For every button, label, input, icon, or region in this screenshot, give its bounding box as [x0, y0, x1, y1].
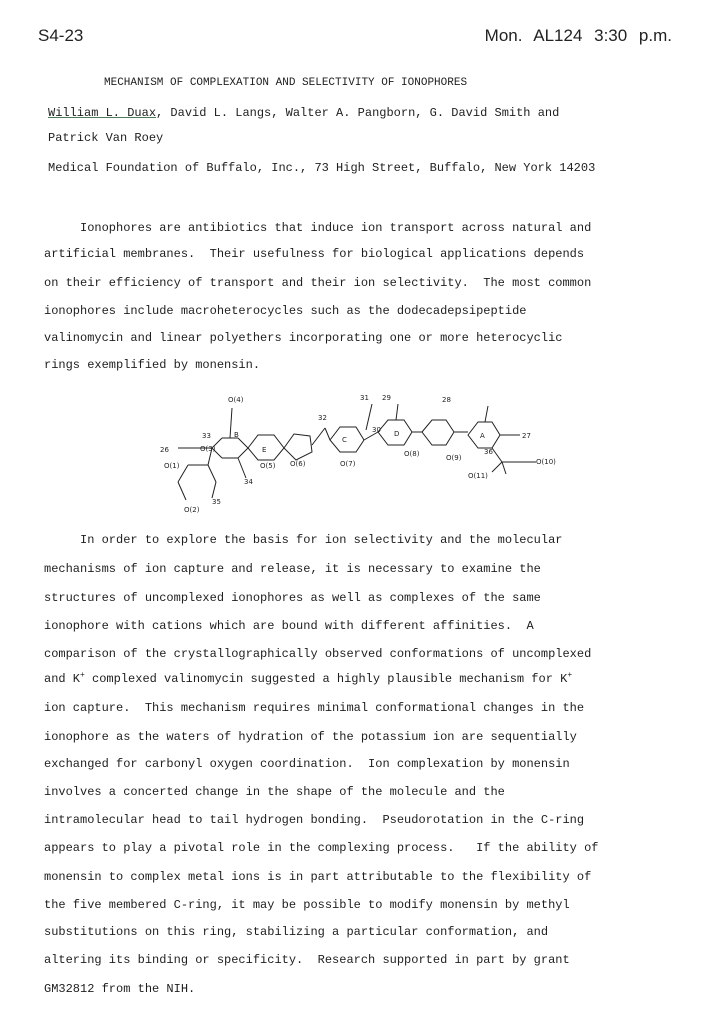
paragraph-line: structures of uncomplexed ionophores as well as complexes of the same [44, 591, 541, 605]
label-33: 33 [202, 432, 211, 440]
affiliation: Medical Foundation of Buffalo, Inc., 73 High Street, Buffalo, New York 14203 [48, 161, 596, 175]
ring-c [284, 434, 312, 460]
paragraph-line: valinomycin and linear polyethers incorporating one or more heterocyclic [44, 331, 563, 345]
author-line-1 [48, 106, 559, 120]
paragraph-line: ionophore as the waters of hydration of the potassium ion are sequentially [44, 730, 577, 744]
bond [492, 462, 502, 472]
paragraph-line: substitutions on this ring, stabilizing a particular conformation, and [44, 925, 549, 939]
label-32: 32 [318, 414, 327, 422]
bond [238, 438, 248, 448]
label-ring-d: D [394, 430, 400, 438]
paragraph-line: ionophores include macroheterocycles such as the dodecadepsipeptide [44, 304, 527, 318]
label-o10: O(10) [536, 458, 556, 466]
paragraph-line: monensin to complex metal ions is in part attributable to the flexibility of [44, 870, 592, 884]
paragraph-line: appears to play a pivotal role in the complexing process. If the ability of [44, 841, 599, 855]
label-ring-b: B [234, 431, 239, 439]
paragraph-line: Ionophores are antibiotics that induce ion transport across natural and [44, 221, 592, 235]
label-o3: O(3) [200, 445, 216, 453]
paragraph-line: rings exemplified by monensin. [44, 358, 261, 372]
paragraph-line-superscripts [44, 671, 572, 686]
label-ring-c: C [342, 436, 347, 444]
monensin-structure-diagram [150, 390, 560, 520]
paragraph-line: ionophore with cations which are bound with different affinities. A [44, 619, 534, 633]
label-o6: O(6) [290, 460, 306, 468]
label-o9: O(9) [446, 454, 462, 462]
bond [238, 448, 248, 458]
label-o5: O(5) [260, 462, 276, 470]
label-o8: O(8) [404, 450, 420, 458]
bond [212, 482, 216, 498]
label-29: 29 [382, 394, 391, 402]
line-part-b: complexed valinomycin suggested a highly plausible mechanism for K [84, 672, 568, 686]
label-ring-a: A [480, 432, 485, 440]
first-author: William L. Duax [48, 106, 157, 120]
co-authors: , David L. Langs, Walter A. Pangborn, G. David Smith and [156, 106, 560, 120]
superscript-a: + [80, 671, 85, 680]
label-35: 35 [212, 498, 221, 506]
author-line-2: Patrick Van Roey [48, 131, 164, 145]
label-31: 31 [360, 394, 369, 402]
label-27: 27 [522, 432, 531, 440]
label-o1: O(1) [164, 462, 180, 470]
paragraph-line: involves a concerted change in the shape of the molecule and the [44, 785, 505, 799]
label-ring-e: E [262, 446, 267, 454]
session-code: S4-23 [38, 26, 84, 45]
label-o2: O(2) [184, 506, 200, 514]
label-34: 34 [244, 478, 253, 486]
label-30: 30 [372, 426, 381, 434]
line-part-a: and K [44, 672, 81, 686]
paragraph-line: intramolecular head to tail hydrogen bonding. Pseudorotation in the C-ring [44, 813, 585, 827]
paragraph-line: artificial membranes. Their usefulness for biological applications depends [44, 247, 585, 261]
bond [396, 404, 398, 420]
bond [312, 428, 325, 445]
abstract-title: MECHANISM OF COMPLEXATION AND SELECTIVITY OF IONOPHORES [104, 77, 468, 89]
paragraph-line: exchanged for carbonyl oxygen coordination. Ion complexation by monensin [44, 757, 570, 771]
bond [208, 465, 216, 482]
label-36: 36 [484, 448, 493, 456]
ring-f [422, 420, 454, 445]
label-o11: O(11) [468, 472, 488, 480]
paragraph-line: In order to explore the basis for ion selectivity and the molecular [44, 533, 563, 547]
superscript-b: + [567, 671, 573, 680]
paragraph-line: altering its binding or specificity. Research supported in part by grant [44, 953, 570, 967]
bond [492, 448, 502, 462]
paragraph-line: mechanisms of ion capture and release, it is necessary to examine the [44, 562, 541, 576]
paragraph-line: comparison of the crystallographically observed conformations of uncomplexed [44, 647, 592, 661]
bond [230, 408, 232, 438]
bond [178, 465, 188, 482]
ring-d [330, 427, 364, 452]
bond [485, 406, 488, 422]
bond [325, 428, 330, 440]
label-o7: O(7) [340, 460, 356, 468]
label-o4: O(4) [228, 396, 244, 404]
session-time: Mon. AL124 3:30 p.m. [484, 26, 672, 45]
paragraph-line: on their efficiency of transport and their ion selectivity. The most common [44, 276, 592, 290]
paragraph-line: ion capture. This mechanism requires minimal conformational changes in the [44, 701, 585, 715]
bond [178, 482, 186, 500]
label-26: 26 [160, 446, 169, 454]
paragraph-line: GM32812 from the NIH. [44, 982, 196, 996]
bond [502, 462, 506, 474]
label-28: 28 [442, 396, 451, 404]
paragraph-line: the five membered C-ring, it may be possible to modify monensin by methyl [44, 898, 570, 912]
bond [238, 458, 246, 478]
